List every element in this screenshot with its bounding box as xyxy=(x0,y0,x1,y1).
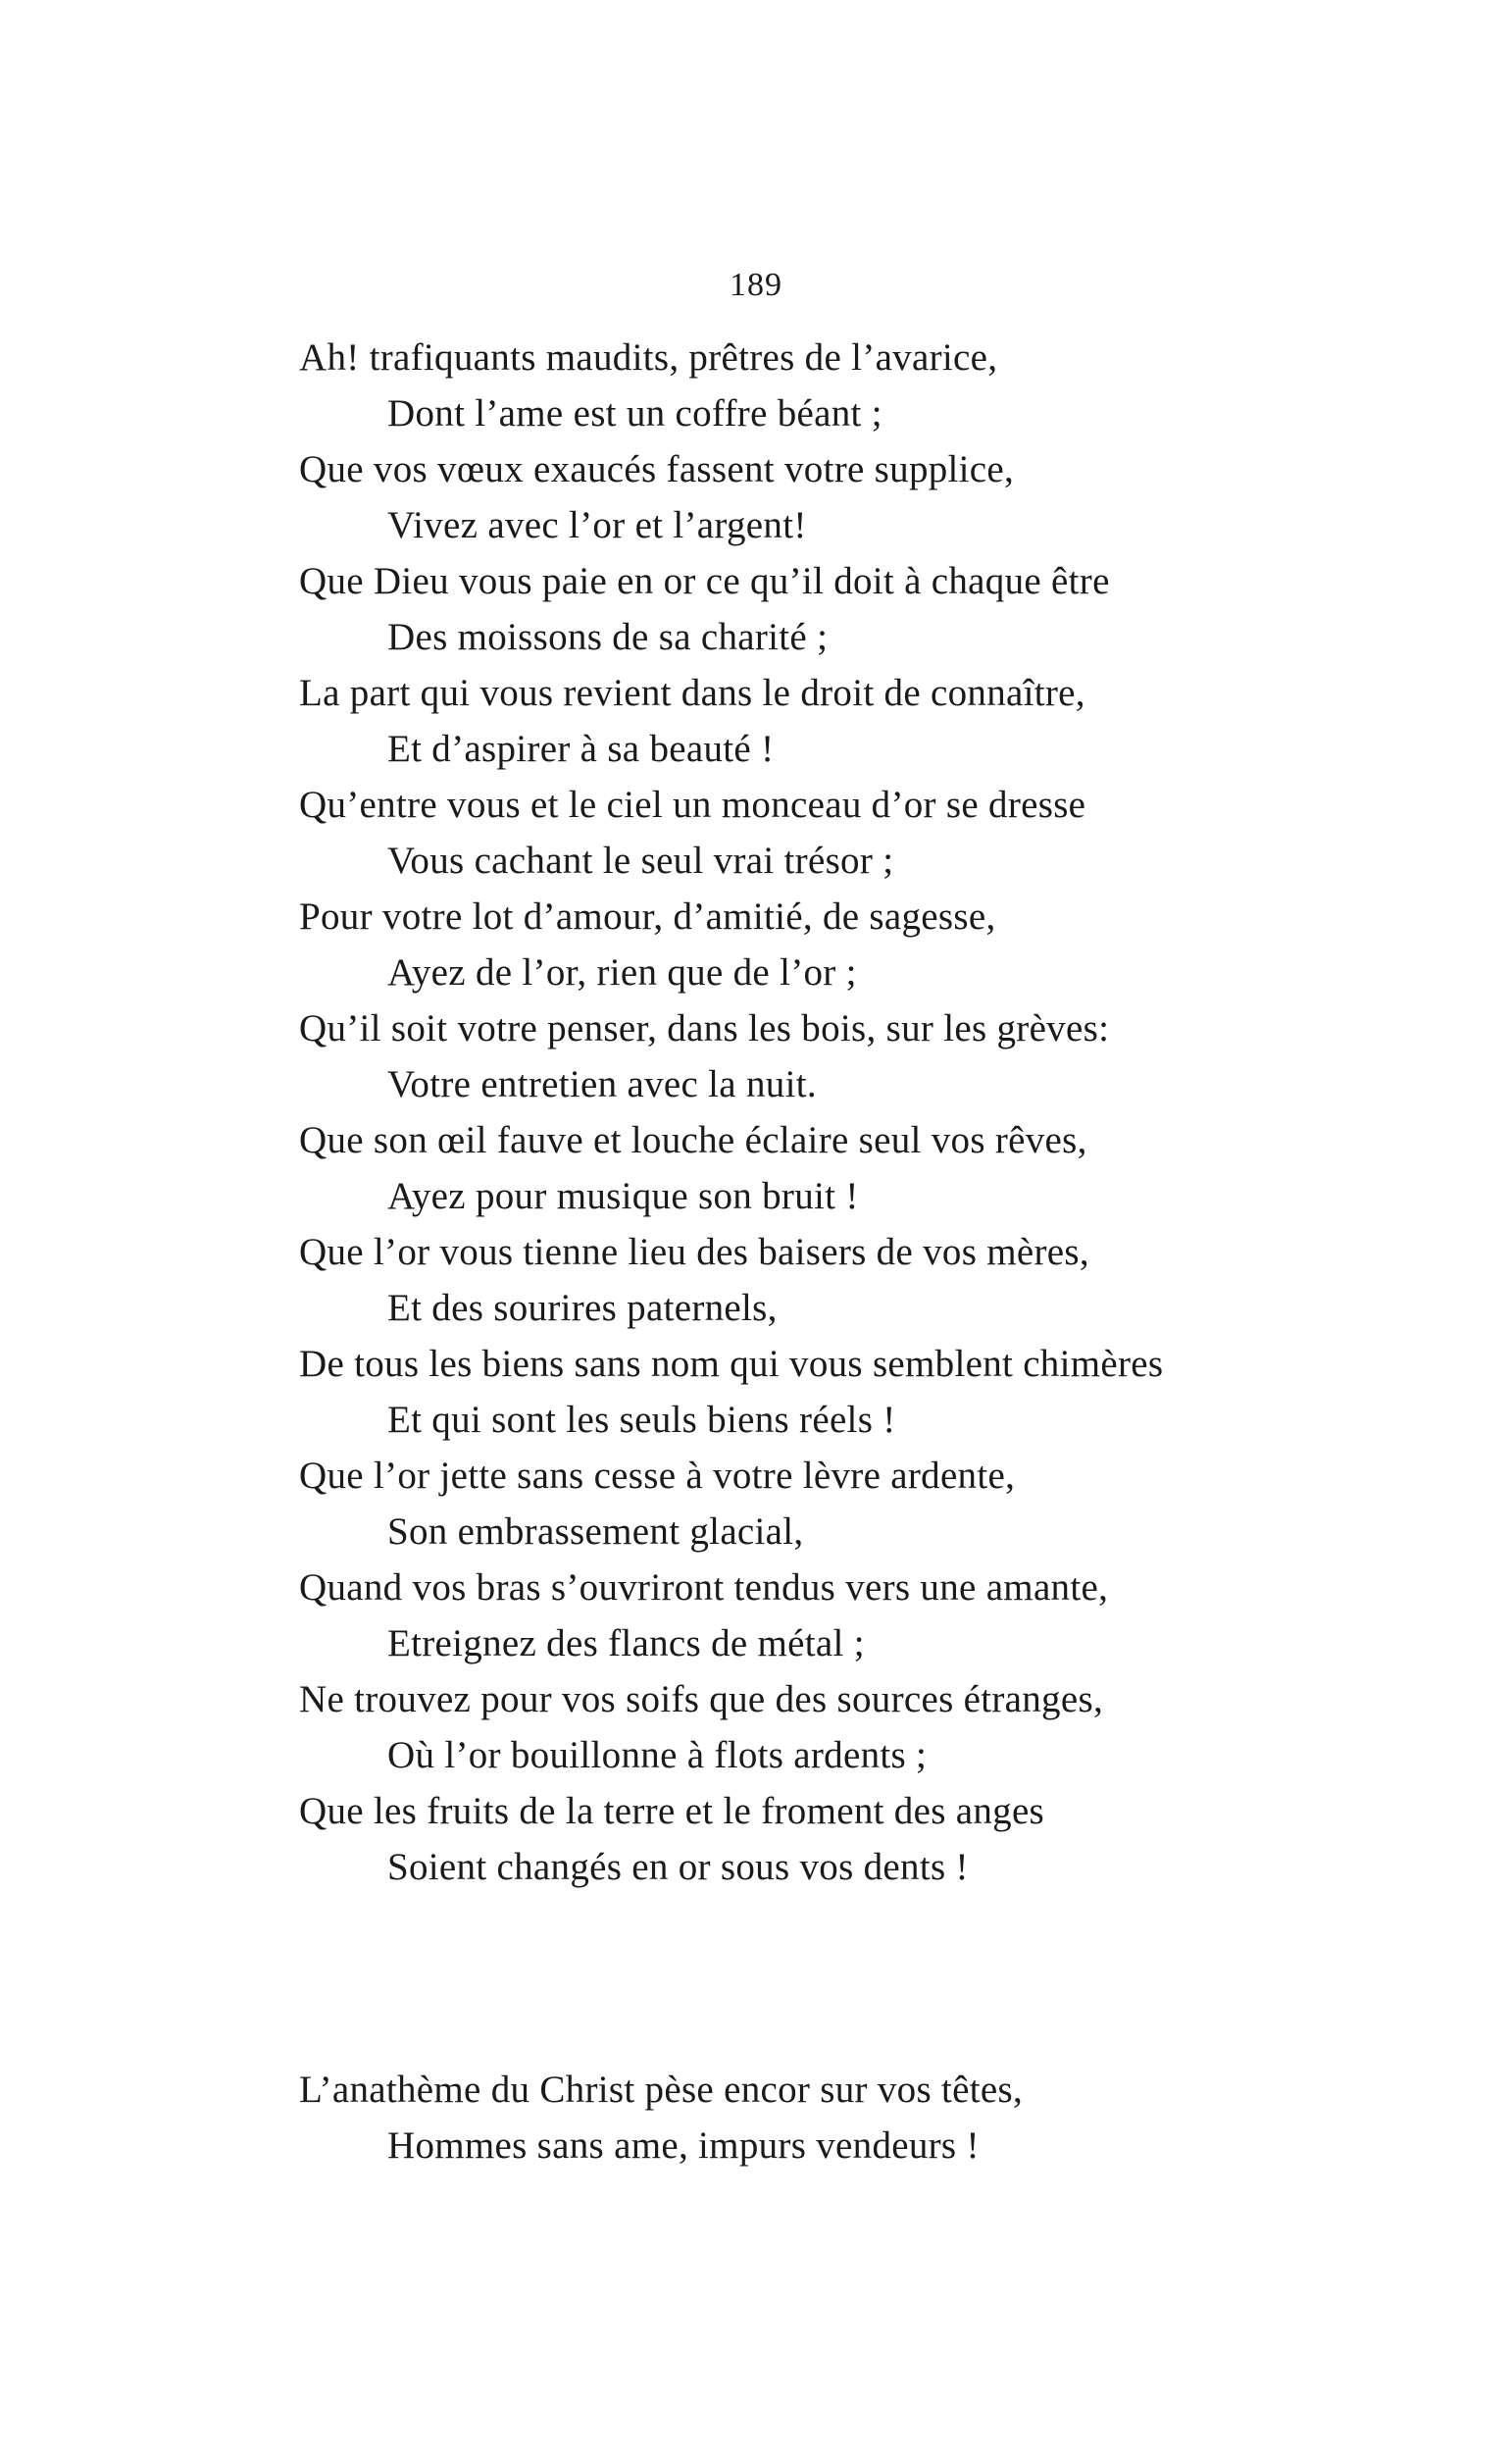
verse-line: Où l’or bouillonne à flots ardents ; xyxy=(387,1734,928,1776)
verse-line: Soient changés en or sous vos dents ! xyxy=(387,1846,969,1888)
verse-line: Et d’aspirer à sa beauté ! xyxy=(387,728,775,770)
verse-line: Vivez avec l’or et l’argent! xyxy=(387,504,807,546)
stanza-2 xyxy=(299,2062,1023,2174)
verse-line: Ne trouvez pour vos soifs que des sources étranges, xyxy=(299,1678,1103,1720)
verse-line: Que les fruits de la terre et le froment des anges xyxy=(299,1790,1045,1832)
stanza-1 xyxy=(299,330,1163,1895)
page-number: 189 xyxy=(730,267,782,303)
verse-line: Que Dieu vous paie en or ce qu’il doit à chaque être xyxy=(299,560,1110,602)
verse-line: Ayez pour musique son bruit ! xyxy=(387,1175,859,1217)
verse-line: Ah! trafiquants maudits, prêtres de l’avarice, xyxy=(299,336,998,379)
verse-line: L’anathème du Christ pèse encor sur vos têtes, xyxy=(299,2069,1024,2111)
verse-line: Dont l’ame est un coffre béant ; xyxy=(387,392,882,435)
verse-line: De tous les biens sans nom qui vous semblent chimères xyxy=(299,1343,1164,1385)
verse-line: Qu’il soit votre penser, dans les bois, sur les grèves: xyxy=(299,1007,1110,1049)
verse-line: Et qui sont les seuls biens réels ! xyxy=(387,1399,896,1441)
verse-line: Que vos vœux exaucés fassent votre supplice, xyxy=(299,448,1015,490)
verse-line: Des moissons de sa charité ; xyxy=(387,616,829,658)
verse-line: Que son œil fauve et louche éclaire seul vos rêves, xyxy=(299,1119,1087,1161)
verse-line: Vous cachant le seul vrai trésor ; xyxy=(387,840,894,882)
verse-line: Quand vos bras s’ouvriront tendus vers une amante, xyxy=(299,1566,1109,1609)
verse-line: Que l’or vous tienne lieu des baisers de vos mères, xyxy=(299,1231,1089,1273)
verse-line: Votre entretien avec la nuit. xyxy=(387,1063,817,1105)
verse-line: Pour votre lot d’amour, d’amitié, de sagesse, xyxy=(299,895,996,938)
verse-line: La part qui vous revient dans le droit de connaître, xyxy=(299,672,1085,714)
verse-line: Son embrassement glacial, xyxy=(387,1510,804,1553)
verse-line: Que l’or jette sans cesse à votre lèvre ardente, xyxy=(299,1455,1016,1497)
verse-line: Etreignez des flancs de métal ; xyxy=(387,1622,865,1664)
verse-line: Ayez de l’or, rien que de l’or ; xyxy=(387,951,857,994)
verse-line: Qu’entre vous et le ciel un monceau d’or se dresse xyxy=(299,784,1086,826)
verse-line: Et des sourires paternels, xyxy=(387,1287,778,1329)
verse-line: Hommes sans ame, impurs vendeurs ! xyxy=(387,2124,980,2167)
